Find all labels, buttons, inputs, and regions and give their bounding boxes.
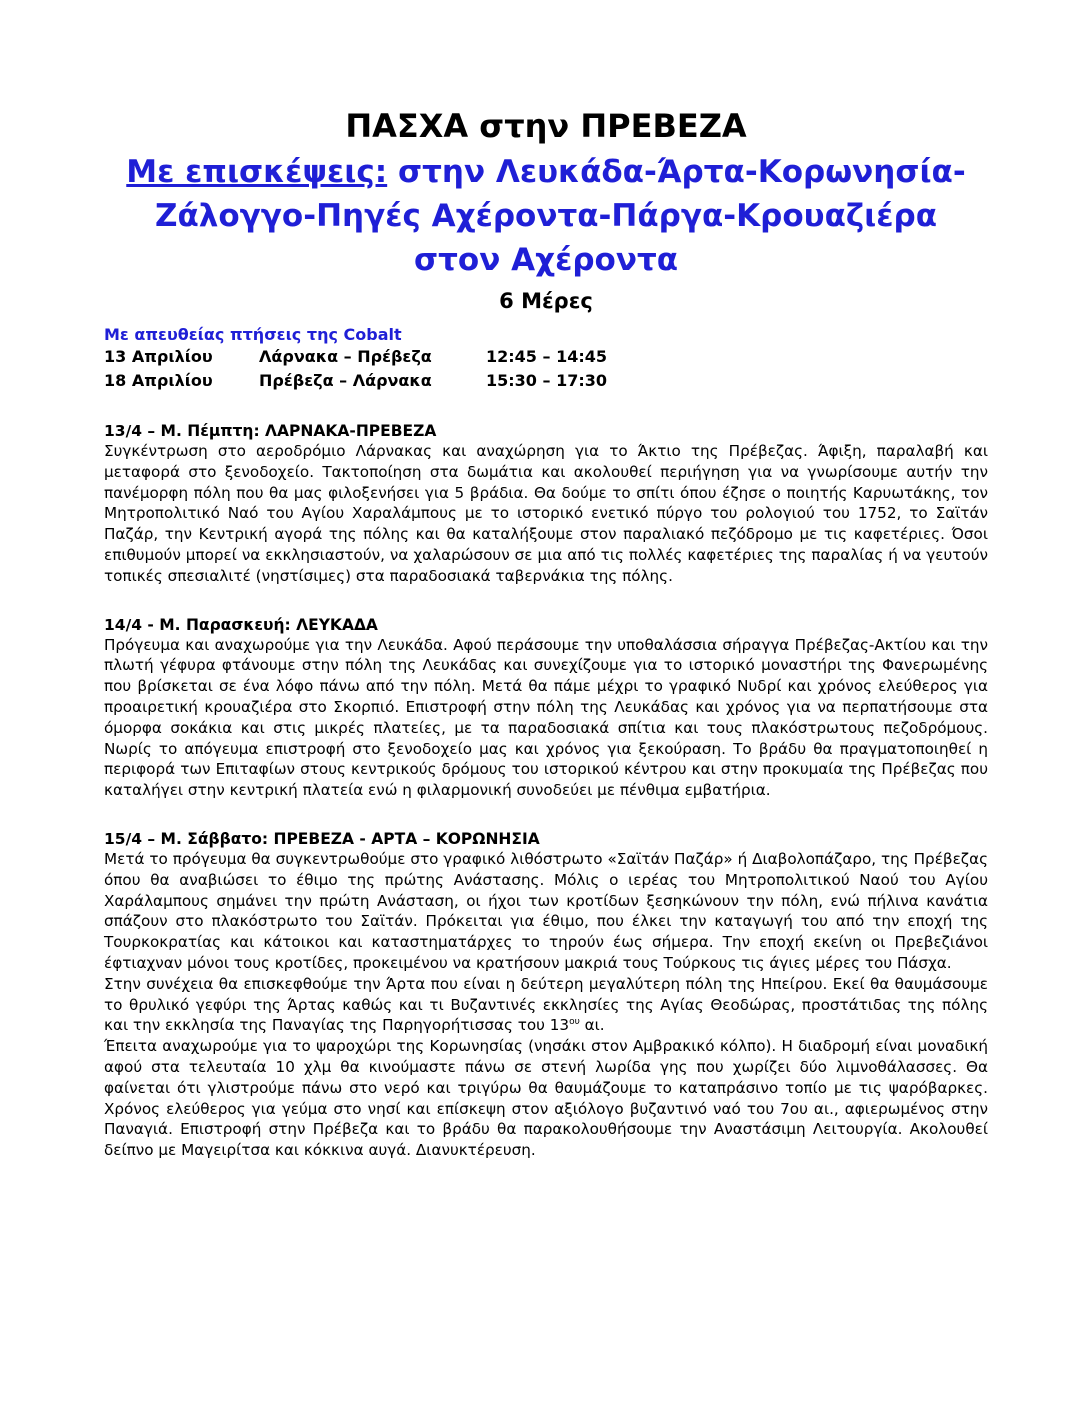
duration: 6 Μέρες: [499, 289, 593, 313]
day-section-3: [104, 829, 988, 1161]
subtitle-line-1-rest: στην Λευκάδα-Άρτα-Κορωνησία-: [387, 154, 966, 190]
document-page: [104, 100, 988, 1161]
flight-row: [104, 369, 988, 393]
day-paragraph: Μετά το πρόγευμα θα συγκεντρωθούμε στο γραφικό λιθόστρωτο «Σαϊτάν Παζάρ» ή Διαβολοπάζαρο, της Πρέβεζας όπου θα αναβιώσει το έθιμο της πρώτης Ανάστασης. Μόλις ο ιερέας του Μητροπολιτικού Ναού του Αγίου Χαράλαμπους σημάνει την πρώτη Ανάσταση, οι ήχοι των κροτίδων ξεσηκώνουν την πόλη, ενώ πήλινα κανάτια σπάζουν στο πλακόστρωτο του Σαϊτάν. Πρόκειται για έθιμο, που έλκει την καταγωγή του από την εποχή της Τουρκοκρατίας και κάτοικοι και καταστηματάρχες το τηρούν έως σήμερα. Την εποχή εκείνη οι Πρεβεζιάνοι έφτιαχναν μόνοι τους κροτίδες, προκειμένου να κρατήσουν μακριά τους Τούρκους τις άγιες μέρες του Πάσχα.: [104, 849, 988, 972]
page-title: ΠΑΣΧΑ στην ΠΡΕΒΕΖΑ: [345, 107, 747, 145]
flights-heading: Με απευθείας πτήσεις της Cobalt: [104, 325, 402, 344]
flight-route: Λάρνακα – Πρέβεζα: [259, 347, 432, 366]
day-section-1: [104, 421, 988, 587]
day-paragraph: Πρόγευμα και αναχωρούμε για την Λευκάδα. Αφού περάσουμε την υποθαλάσσια σήραγγα Πρέβεζας-Ακτίου και την πλωτή γέφυρα φτάνουμε στην πόλη της Λευκάδας και συνεχίζουμε για το ιστορικό μοναστήρι της Φανερωμένης που βρίσκεται σε ένα λόφο πάνω από την πόλη. Μετά θα πάμε μέχρι το γραφικό Νυδρί και χρόνος ελεύθερος για προαιρετική κρουαζιέρα στο Σκορπιό. Επιστροφή στην πόλη της Λευκάδας και χρόνος για να περπατήσουμε στα όμορφα σοκάκια και στις μικρές πλατείες, με τα παραδοσιακά σπίτια και τους πλακόστρωτους πεζοδρόμους. Νωρίς το απόγευμα επιστροφή στο ξενοδοχείο μας και χρόνος για ξεκούραση. Το βράδυ θα πραγματοποιηθεί η περιφορά των Επιταφίων στους κεντρικούς δρόμους του ιστορικού κέντρου και στην προκυμαία της Πρέβεζας που καταλήγει στην κεντρική πλατεία ενώ η φιλαρμονική συνοδεύει με πένθιμα εμβατήρια.: [104, 635, 988, 800]
flight-date: 18 Απριλίου: [104, 371, 213, 390]
superscript: ου: [569, 1017, 580, 1028]
subtitle-prefix: Με επισκέψεις:: [126, 154, 388, 190]
subtitle: [104, 150, 988, 282]
flight-date: 13 Απριλίου: [104, 347, 213, 366]
day-paragraph: [104, 974, 988, 1036]
flight-route: Πρέβεζα – Λάρνακα: [259, 371, 432, 390]
flight-time: 12:45 – 14:45: [486, 347, 607, 366]
paragraph-text-tail: αι.: [579, 1016, 605, 1035]
subtitle-line-1: [104, 150, 988, 194]
flight-row: [104, 345, 988, 369]
day-paragraph: Έπειτα αναχωρούμε για το ψαροχώρι της Κορωνησίας (νησάκι στον Αμβρακικό κόλπο). Η διαδρομή είναι μοναδική αφού στα τελευταία 10 χλμ θα κινούμαστε πάνω σε στενή λωρίδα γης που χωρίζει δύο λιμνοθάλασσες. Θα φαίνεται ότι γλιστρούμε πάνω στο νερό και τριγύρω θα θαυμάζουμε το καταπράσινο τοπίο με τις ψαρόβαρκες. Χρόνος ελεύθερος για γεύμα στο νησί και επίσκεψη στον αξιόλογο βυζαντινό ναό του 7ου αι., αφιερωμένος στην Παναγιά. Επιστροφή στην Πρέβεζα και το βράδυ θα παρακολουθήσουμε την Αναστάσιμη Λειτουργία. Ακολουθεί δείπνο με Μαγειρίτσα και κόκκινα αυγά. Διανυκτέρευση.: [104, 1037, 988, 1160]
subtitle-line-3: στον Αχέροντα: [413, 242, 679, 278]
day-heading: 15/4 – Μ. Σάββατο: ΠΡΕΒΕΖΑ - ΑΡΤΑ – ΚΟΡΩΝΗΣΙΑ: [104, 829, 540, 848]
flight-time: 15:30 – 17:30: [486, 371, 607, 390]
day-paragraph: Συγκέντρωση στο αεροδρόμιο Λάρνακας και αναχώρηση για το Άκτιο της Πρέβεζας. Άφιξη, παραλαβή και μεταφορά στο ξενοδοχείο. Τακτοποίηση στα δωμάτια και ακολουθεί περιήγηση για να γνωρίσουμε αυτήν την πανέμορφη πόλη που θα μας φιλοξενήσει για 5 βράδια. Θα δούμε το σπίτι όπου έζησε ο ποιητής Καρυωτάκης, τον Μητροπολιτικό Ναό του Αγίου Χαραλάμπους με το ιστορικό ενετικό πύργο του ρολογιού του 1752, το Σαϊτάν Παζάρ, την Κεντρική αγορά της πόλης και θα καταλήξουμε στον παραλιακό πεζόδρομο με τις καφετέριες. Όσοι επιθυμούν μπορεί να εκκλησιαστούν, να χαλαρώσουν σε μια από τις πολλές καφετέριες της παραλίας ή να γευτούν τοπικές σπεσιαλιτέ (νηστίσιμες) στα παραδοσιακά ταβερνάκια της πόλης.: [104, 442, 988, 585]
day-heading: 14/4 - Μ. Παρασκευή: ΛΕΥΚΑΔΑ: [104, 615, 378, 634]
paragraph-text: Στην συνέχεια θα επισκεφθούμε την Άρτα που είναι η δεύτερη μεγαλύτερη πόλη της Ηπείρου. Εκεί θα θαυμάσουμε το θρυλικό γεφύρι της Άρτας καθώς και τι Βυζαντινές εκκλησίες της Αγίας Θεοδώρας, προστάτιδας της πόλης και την εκκλησία της Παναγίας της Παρηγορήτισσας του 13: [104, 974, 988, 1035]
day-heading: 13/4 – Μ. Πέμπτη: ΛΑΡΝΑΚΑ-ΠΡΕΒΕΖΑ: [104, 422, 437, 440]
flights-section: [104, 324, 988, 393]
subtitle-line-2: Ζάλογγο-Πηγές Αχέροντα-Πάργα-Κρουαζιέρα: [154, 198, 938, 234]
day-section-2: [104, 615, 988, 801]
